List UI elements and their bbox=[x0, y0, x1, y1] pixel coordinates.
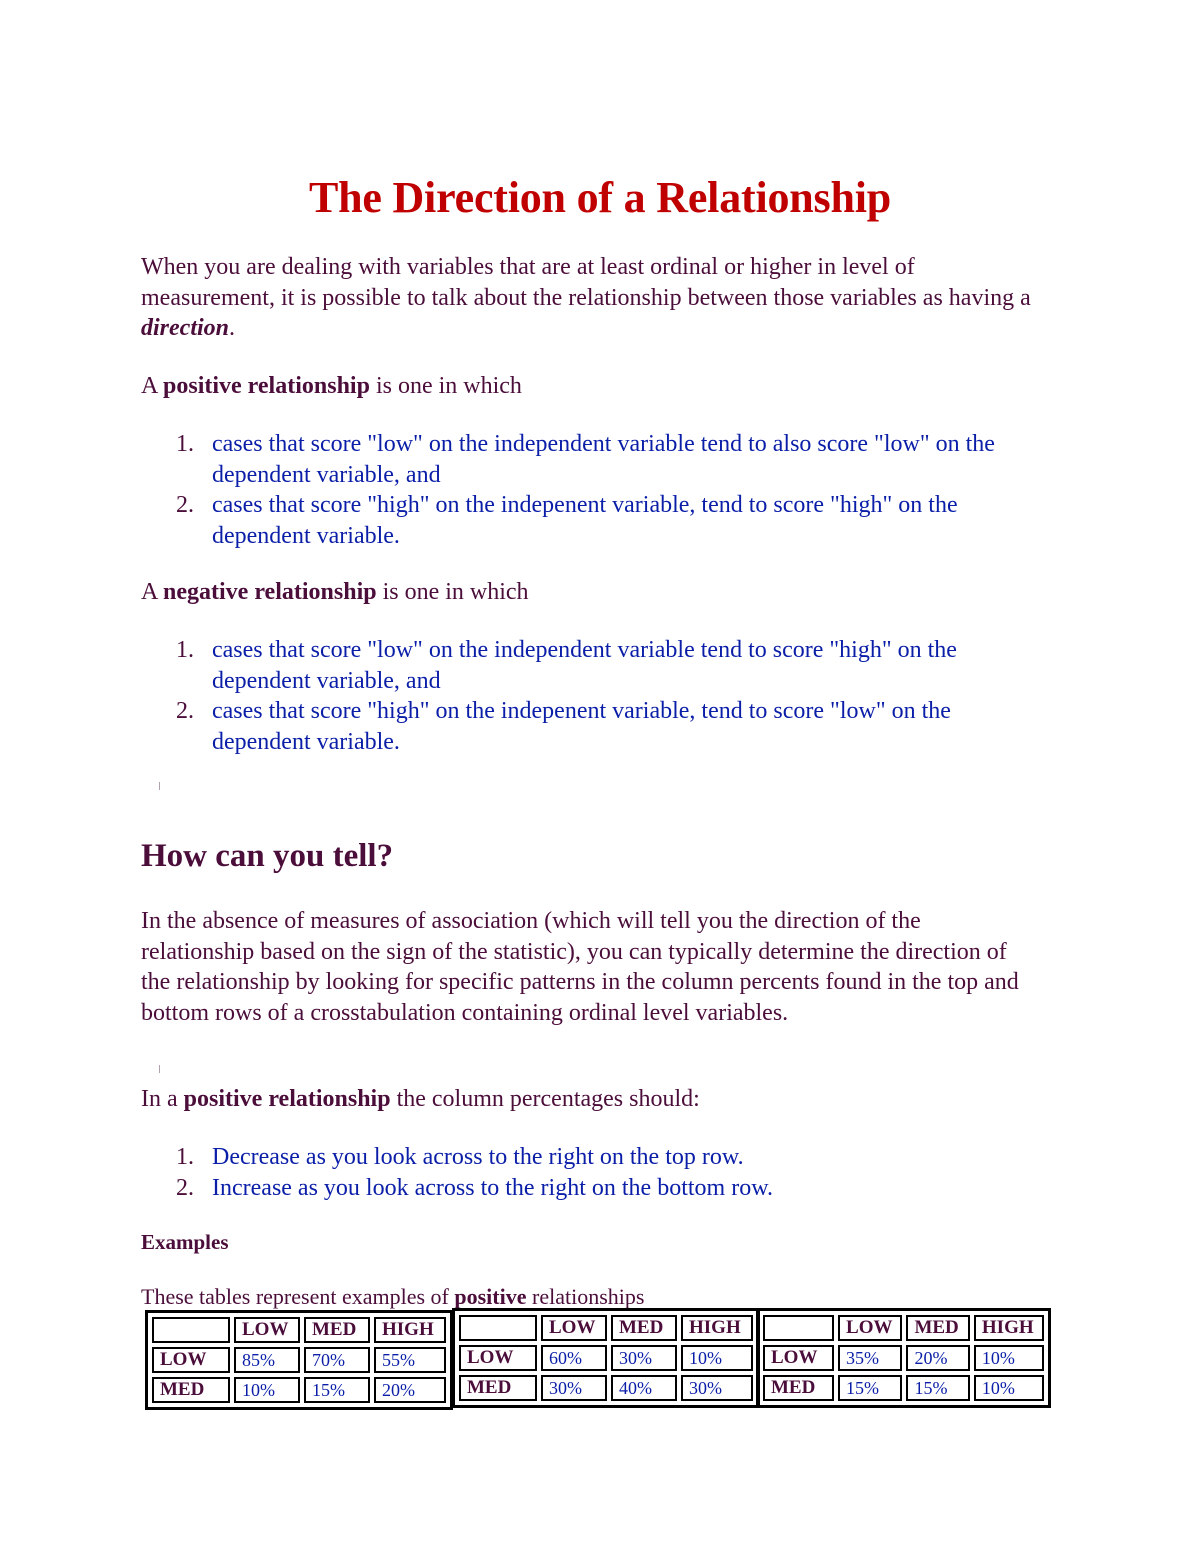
table-cell: 10% bbox=[681, 1345, 753, 1371]
table-row bbox=[459, 1345, 753, 1371]
rule-positive-term: positive relationship bbox=[183, 1086, 391, 1112]
table-row bbox=[152, 1377, 446, 1403]
table-header-cell: LOW bbox=[541, 1315, 607, 1341]
negative-definition-list bbox=[141, 635, 1041, 757]
list-number: 2. bbox=[176, 698, 194, 724]
table-cell: 20% bbox=[906, 1345, 969, 1371]
table-cell: 70% bbox=[304, 1347, 370, 1373]
intro-text: When you are dealing with variables that are at least ordinal or higher in level of measurement, it is possible to talk about the relationship between those variables as having a bbox=[141, 254, 1031, 311]
table-row-label: MED bbox=[152, 1377, 230, 1403]
rule-lead-b: the column percentages should: bbox=[390, 1086, 700, 1112]
table-cell: 60% bbox=[541, 1345, 607, 1371]
list-item bbox=[141, 1142, 1041, 1173]
positive-lead-b: is one in which bbox=[369, 373, 522, 399]
table-cell: 85% bbox=[234, 1347, 300, 1373]
list-item-text: Decrease as you look across to the right on the top row. bbox=[212, 1144, 744, 1170]
negative-definition-lead bbox=[141, 577, 1041, 608]
positive-lead-a: A bbox=[141, 373, 164, 399]
table-row bbox=[763, 1345, 1044, 1371]
list-item bbox=[141, 696, 1041, 757]
table-header-cell: HIGH bbox=[374, 1317, 446, 1343]
table-cell: 40% bbox=[611, 1375, 677, 1401]
positive-definition-list bbox=[141, 429, 1041, 551]
caption-text-a: These tables represent examples of bbox=[141, 1284, 455, 1309]
list-item-text: cases that score "low" on the independent variable tend to score "high" on the dependent variable, and bbox=[212, 637, 957, 694]
list-number: 2. bbox=[176, 492, 194, 518]
list-number: 1. bbox=[176, 431, 194, 457]
positive-rule-list bbox=[141, 1142, 1041, 1203]
page-title: The Direction of a Relationship bbox=[308, 173, 892, 222]
negative-lead-b: is one in which bbox=[376, 579, 529, 605]
table-row-label: LOW bbox=[152, 1347, 230, 1373]
table-header-cell: HIGH bbox=[974, 1315, 1044, 1341]
table-corner-cell bbox=[459, 1315, 537, 1341]
table-cell: 30% bbox=[541, 1375, 607, 1401]
crosstab-table-3 bbox=[756, 1308, 1051, 1408]
table-header-cell: HIGH bbox=[681, 1315, 753, 1341]
caption-positive-term: positive bbox=[454, 1284, 527, 1309]
table-header-cell: MED bbox=[304, 1317, 370, 1343]
table-cell: 55% bbox=[374, 1347, 446, 1373]
table-cell: 15% bbox=[304, 1377, 370, 1403]
table-cell: 35% bbox=[838, 1345, 902, 1371]
list-item bbox=[141, 1173, 1041, 1204]
table-header-row bbox=[152, 1317, 446, 1343]
table-row-label: LOW bbox=[763, 1345, 834, 1371]
positive-definition-lead bbox=[141, 371, 1041, 402]
table-cell: 10% bbox=[974, 1375, 1044, 1401]
negative-lead-a: A bbox=[141, 579, 164, 605]
crosstab-table-2 bbox=[452, 1308, 760, 1408]
table-corner-cell bbox=[763, 1315, 834, 1341]
section-heading: How can you tell? bbox=[141, 838, 394, 874]
list-number: 1. bbox=[176, 637, 194, 663]
intro-paragraph bbox=[141, 252, 1041, 344]
table-row-label: MED bbox=[763, 1375, 834, 1401]
negative-relationship-term: negative relationship bbox=[163, 579, 377, 605]
list-item-text: cases that score "high" on the indepenent variable, tend to score "high" on the dependent variable. bbox=[212, 492, 958, 549]
table-cell: 15% bbox=[906, 1375, 969, 1401]
table-header-cell: MED bbox=[906, 1315, 969, 1341]
intro-period: . bbox=[229, 315, 235, 341]
anchor-mark bbox=[159, 1065, 160, 1073]
table-row bbox=[459, 1375, 753, 1401]
list-item bbox=[141, 490, 1041, 551]
table-cell: 20% bbox=[374, 1377, 446, 1403]
examples-caption bbox=[141, 1284, 644, 1310]
anchor-mark bbox=[159, 782, 160, 790]
table-header-cell: LOW bbox=[838, 1315, 902, 1341]
list-item-text: Increase as you look across to the right on the bottom row. bbox=[212, 1174, 773, 1201]
table-cell: 10% bbox=[234, 1377, 300, 1403]
caption-text-b: relationships bbox=[526, 1284, 645, 1309]
list-item bbox=[141, 635, 1041, 696]
table-header-cell: LOW bbox=[234, 1317, 300, 1343]
list-number: 2. bbox=[176, 1174, 194, 1201]
examples-label: Examples bbox=[141, 1230, 229, 1254]
list-number: 1. bbox=[176, 1144, 194, 1170]
table-cell: 10% bbox=[974, 1345, 1044, 1371]
list-item-text: cases that score "low" on the independent variable tend to also score "low" on the dependent variable, and bbox=[212, 431, 995, 488]
crosstab-table-1 bbox=[145, 1310, 453, 1410]
section-paragraph: In the absence of measures of association (which will tell you the direction of the relationship based on the sign of the statistic), you can typically determine the direction of the relationship by looking for specific patterns in the column percents found in the top and bottom rows of a crosstabulation containing ordinal level variables. bbox=[141, 908, 1019, 1026]
table-corner-cell bbox=[152, 1317, 230, 1343]
table-row bbox=[763, 1375, 1044, 1401]
list-item-text: cases that score "high" on the indepenent variable, tend to score "low" on the dependent variable. bbox=[212, 698, 951, 755]
table-cell: 30% bbox=[611, 1345, 677, 1371]
positive-rule-lead bbox=[141, 1084, 1041, 1115]
direction-term: direction bbox=[141, 315, 229, 341]
table-header-cell: MED bbox=[611, 1315, 677, 1341]
table-cell: 15% bbox=[838, 1375, 902, 1401]
table-row-label: LOW bbox=[459, 1345, 537, 1371]
table-cell: 30% bbox=[681, 1375, 753, 1401]
table-row bbox=[152, 1347, 446, 1373]
table-row-label: MED bbox=[459, 1375, 537, 1401]
positive-relationship-term: positive relationship bbox=[163, 373, 370, 399]
list-item bbox=[141, 429, 1041, 490]
rule-lead-a: In a bbox=[141, 1086, 184, 1112]
table-header-row bbox=[459, 1315, 753, 1341]
table-header-row bbox=[763, 1315, 1044, 1341]
